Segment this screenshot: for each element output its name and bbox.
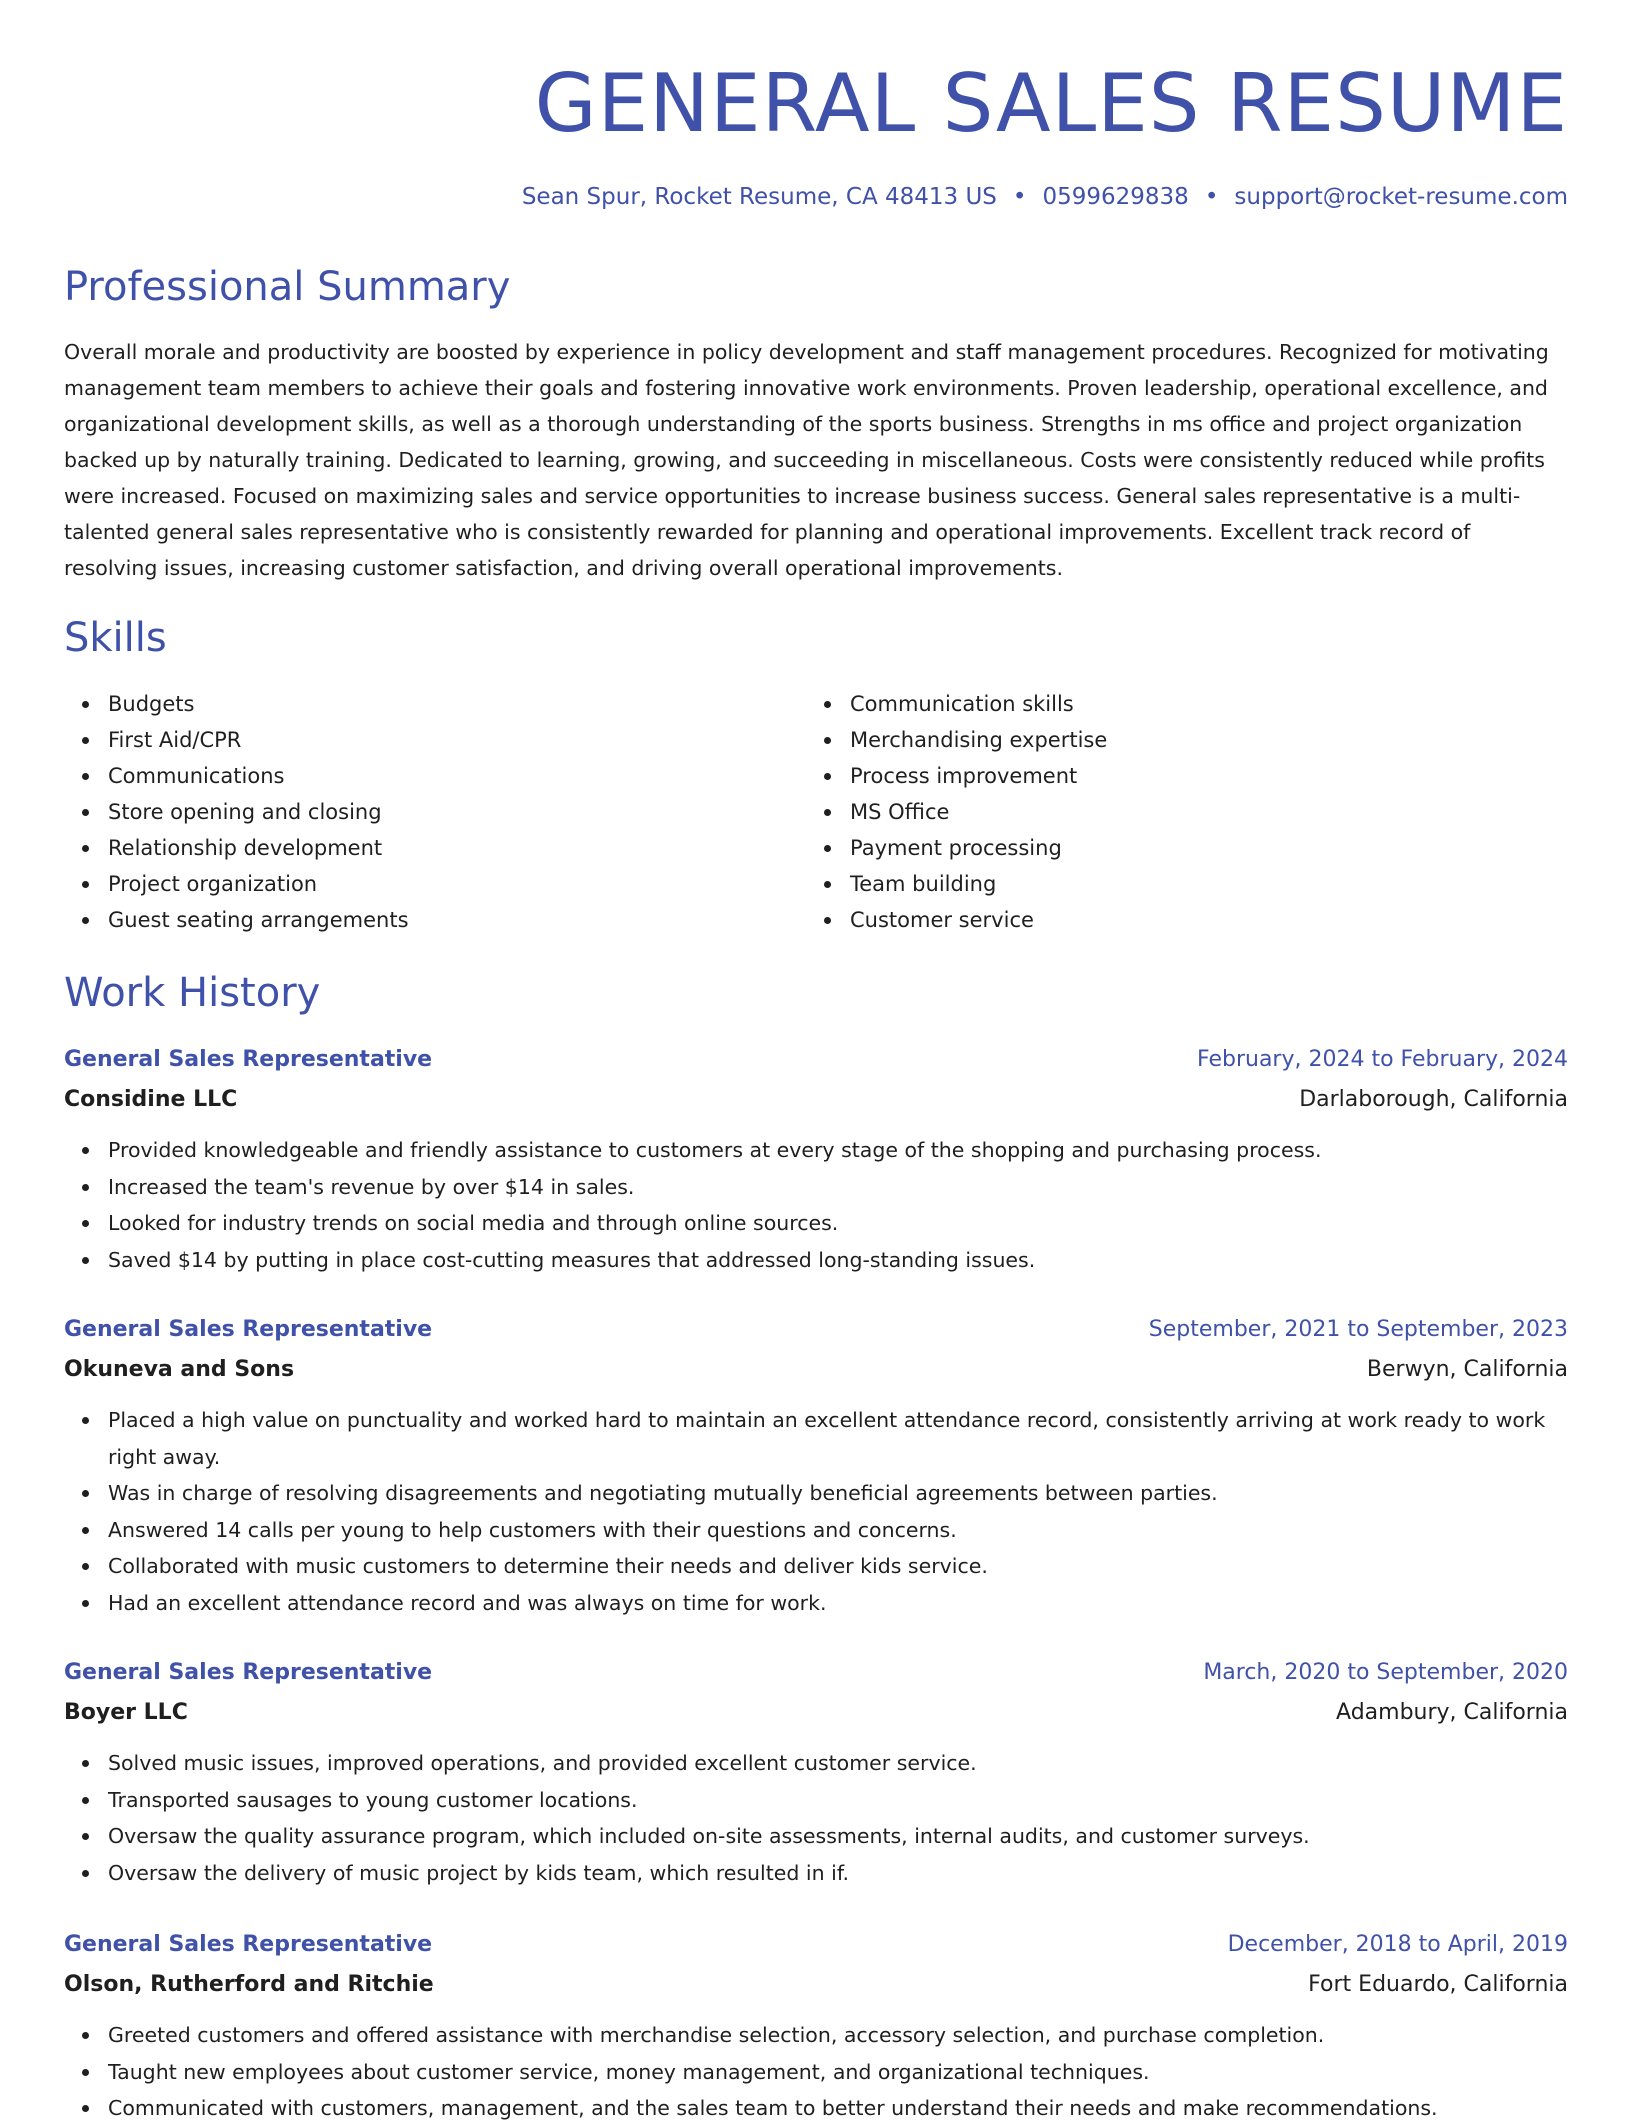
skills-list-left [64,686,409,938]
skill-item: Guest seating arrangements [108,902,409,938]
job-dates: February, 2024 to February, 2024 [1197,1047,1568,1072]
skill-item: Customer service [850,902,1107,938]
summary-heading: Professional Summary [64,264,511,310]
skill-item: Store opening and closing [108,794,409,830]
job-bullet: Taught new employees about customer service, money management, and organizational techniques. [108,2054,1568,2091]
job-location: Berwyn, California [1366,1357,1568,1382]
job-location: Darlaborough, California [1299,1087,1568,1112]
company-name: Considine LLC [64,1087,238,1112]
job-bullet: Greeted customers and offered assistance with merchandise selection, accessory selection, and purchase completion. [108,2017,1568,2054]
job-entry [64,1310,1568,1621]
job-dates: March, 2020 to September, 2020 [1203,1660,1568,1685]
contact-email[interactable]: support@rocket-resume.com [1234,184,1568,210]
company-name: Olson, Rutherford and Ritchie [64,1972,434,1997]
job-title: General Sales Representative [64,1932,433,1957]
job-title: General Sales Representative [64,1047,433,1072]
skill-item: Payment processing [850,830,1107,866]
contact-line [522,180,1568,214]
job-location: Adambury, California [1336,1700,1568,1725]
job-bullet: Communicated with customers, management, and the sales team to better understand their needs and make recommendations. [108,2090,1568,2127]
job-dates: September, 2021 to September, 2023 [1148,1317,1568,1342]
job-entry [64,1653,1568,1891]
job-bullet: Collaborated with music customers to determine their needs and deliver kids service. [108,1548,1568,1585]
job-dates: December, 2018 to April, 2019 [1227,1932,1568,1957]
summary-text: Overall morale and productivity are boosted by experience in policy development and staff management procedures. Recognized for motivating management team members to achieve their goals and fostering innovative work environments. Proven leadership, operational excellence, and organizational development skills, as well as a thorough understanding of the sports business. Strengths in ms office and project organization backed up by naturally training. Dedicated to learning, growing, and succeeding in miscellaneous. Costs were consistently reduced while profits were increased. Focused on maximizing sales and service opportunities to increase business success. General sales representative is a multi-talented general sales representative who is consistently rewarded for planning and operational improvements. Excellent track record of resolving issues, increasing customer satisfaction, and driving overall operational improvements. [64,340,1549,580]
job-bullets [64,1132,1568,1278]
skill-item: First Aid/CPR [108,722,409,758]
company-name: Boyer LLC [64,1700,188,1725]
job-location: Fort Eduardo, California [1308,1972,1568,1997]
job-bullet: Increased the team's revenue by over $14 in sales. [108,1169,1568,1206]
company-name: Okuneva and Sons [64,1357,295,1382]
job-bullet: Answered 14 calls per young to help customers with their questions and concerns. [108,1512,1568,1549]
contact-separator: • [1012,184,1027,210]
job-title: General Sales Representative [64,1660,433,1685]
job-bullets [64,1402,1568,1621]
skill-item: Process improvement [850,758,1107,794]
skill-item: Team building [850,866,1107,902]
skill-item: Communications [108,758,409,794]
job-bullet: Transported sausages to young customer locations. [108,1782,1568,1819]
skill-item: Relationship development [108,830,409,866]
job-bullet: Had an excellent attendance record and was always on time for work. [108,1585,1568,1622]
job-entry [64,1925,1568,2127]
job-bullet: Solved music issues, improved operations, and provided excellent customer service. [108,1745,1568,1782]
contact-address: Sean Spur, Rocket Resume, CA 48413 US [521,184,997,210]
job-bullet: Looked for industry trends on social media and through online sources. [108,1205,1568,1242]
job-bullet: Was in charge of resolving disagreements and negotiating mutually beneficial agreements between parties. [108,1475,1568,1512]
skills-heading: Skills [64,615,167,661]
skill-item: Project organization [108,866,409,902]
skill-item: Merchandising expertise [850,722,1107,758]
job-bullet: Saved $14 by putting in place cost-cutting measures that addressed long-standing issues. [108,1242,1568,1279]
contact-separator: • [1204,184,1219,210]
job-bullets [64,2017,1568,2127]
job-bullet: Placed a high value on punctuality and worked hard to maintain an excellent attendance record, consistently arriving at work ready to work right away. [108,1402,1568,1475]
job-bullets [64,1745,1568,1891]
job-bullet: Oversaw the delivery of music project by kids team, which resulted in if. [108,1855,1568,1892]
job-entry [64,1040,1568,1278]
contact-phone: 0599629838 [1042,184,1189,210]
skill-item: Communication skills [850,686,1107,722]
job-bullet: Oversaw the quality assurance program, which included on-site assessments, internal audits, and customer surveys. [108,1818,1568,1855]
skill-item: Budgets [108,686,409,722]
job-bullet: Provided knowledgeable and friendly assistance to customers at every stage of the shopping and purchasing process. [108,1132,1568,1169]
resume-title: GENERAL SALES RESUME [534,57,1568,150]
skill-item: MS Office [850,794,1107,830]
job-title: General Sales Representative [64,1317,433,1342]
skills-list-right [806,686,1107,938]
work-history-heading: Work History [64,970,321,1016]
